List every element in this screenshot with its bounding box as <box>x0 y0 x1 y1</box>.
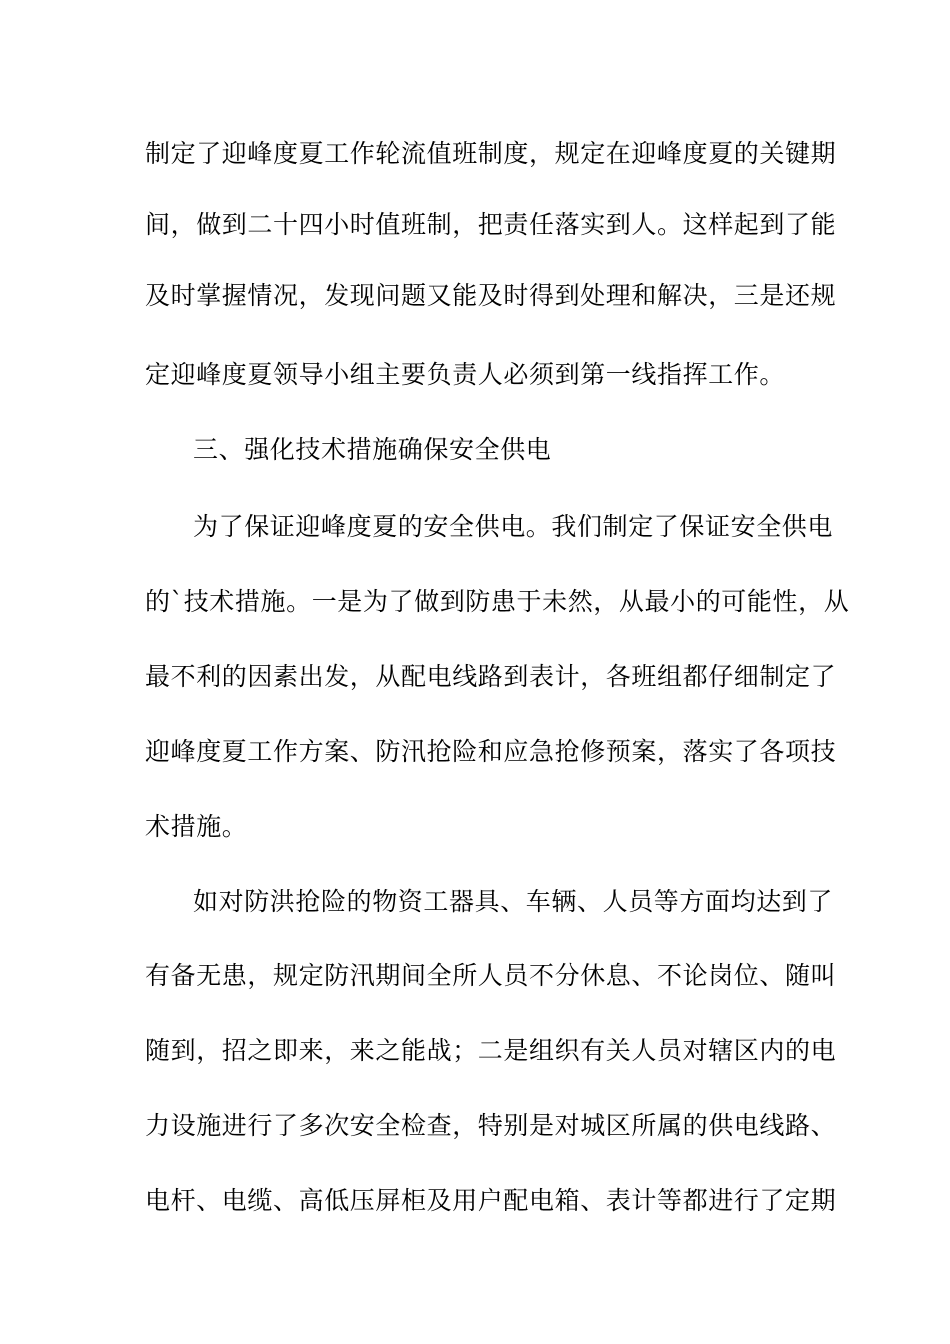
body-text-line: 间，做到二十四小时值班制，把责任落实到人。这样起到了能 <box>145 210 837 239</box>
body-text-line: 为了保证迎峰度夏的安全供电。我们制定了保证安全供电 <box>193 512 834 541</box>
body-text-line: 如对防洪抢险的物资工器具、车辆、人员等方面均达到了 <box>193 887 834 916</box>
body-text-line: 有备无患，规定防汛期间全所人员不分休息、不论岗位、随叫 <box>145 961 837 990</box>
body-text-line: 及时掌握情况，发现问题又能及时得到处理和解决，三是还规 <box>145 281 837 310</box>
body-text-line: 的`技术措施。一是为了做到防患于未然，从最小的可能性，从 <box>145 587 850 616</box>
body-text-line: 力设施进行了多次安全检查，特别是对城区所属的供电线路、 <box>145 1111 837 1140</box>
body-text-line: 定迎峰度夏领导小组主要负责人必须到第一线指挥工作。 <box>145 360 786 389</box>
section-heading: 三、强化技术措施确保安全供电 <box>193 435 552 464</box>
body-text-line: 最不利的因素出发，从配电线路到表计，各班组都仔细制定了 <box>145 662 837 691</box>
body-text-line: 术措施。 <box>145 812 248 841</box>
body-text-line: 随到，招之即来，来之能战；二是组织有关人员对辖区内的电 <box>145 1036 837 1065</box>
body-text-line: 制定了迎峰度夏工作轮流值班制度，规定在迎峰度夏的关键期 <box>145 139 837 168</box>
body-text-line: 迎峰度夏工作方案、防汛抢险和应急抢修预案，落实了各项技 <box>145 737 837 766</box>
body-text-line: 电杆、电缆、高低压屏柜及用户配电箱、表计等都进行了定期 <box>145 1186 837 1215</box>
